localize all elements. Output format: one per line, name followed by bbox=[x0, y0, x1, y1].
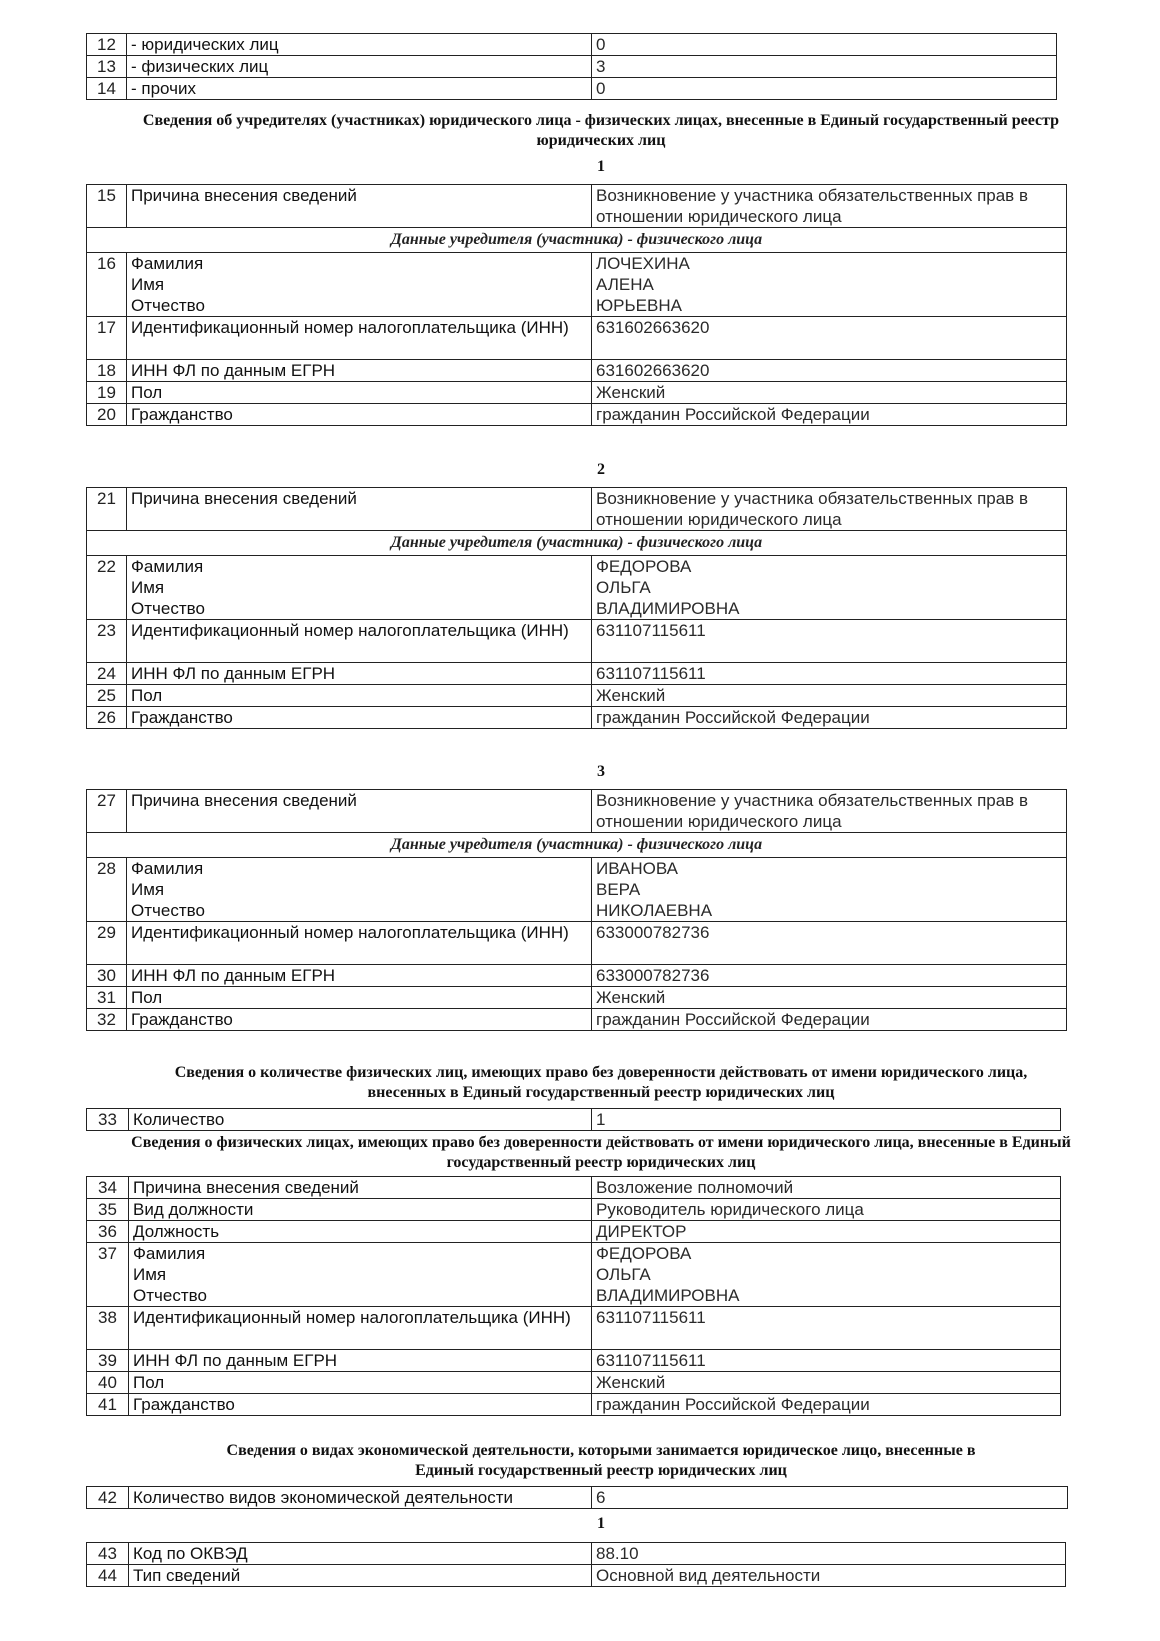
row-value: гражданин Российской Федерации bbox=[592, 1394, 1061, 1416]
table-founder-1 bbox=[86, 184, 1067, 426]
row-number: 31 bbox=[87, 987, 127, 1009]
row-number: 43 bbox=[87, 1543, 129, 1565]
table-row bbox=[87, 556, 1067, 620]
row-label: - физических лиц bbox=[127, 56, 592, 78]
subheader-row bbox=[87, 228, 1067, 253]
row-number: 33 bbox=[87, 1109, 129, 1131]
table-authorized-person bbox=[86, 1176, 1061, 1416]
table-founder-2 bbox=[86, 487, 1067, 729]
table-row bbox=[87, 253, 1067, 317]
table-row bbox=[87, 1221, 1061, 1243]
row-label: ИНН ФЛ по данным ЕГРН bbox=[127, 360, 592, 382]
row-number: 19 bbox=[87, 382, 127, 404]
row-label: Гражданство bbox=[129, 1394, 592, 1416]
table-count bbox=[86, 1108, 1061, 1131]
row-number: 16 bbox=[87, 253, 127, 317]
row-value: 3 bbox=[592, 56, 1057, 78]
row-label: Количество bbox=[129, 1109, 592, 1131]
table-row bbox=[87, 1350, 1061, 1372]
row-value: Женский bbox=[592, 987, 1067, 1009]
table-row bbox=[87, 707, 1067, 729]
row-label: Фамилия Имя Отчество bbox=[129, 1243, 592, 1307]
table-row bbox=[87, 1009, 1067, 1031]
row-value: 0 bbox=[592, 34, 1057, 56]
row-label: Идентификационный номер налогоплательщика (ИНН) bbox=[127, 922, 592, 965]
row-value: 1 bbox=[592, 1109, 1061, 1131]
subheader-row bbox=[87, 531, 1067, 556]
count-section-title: Сведения о количестве физических лиц, имеющих право без доверенности действовать от имени юридического лица, внесенных в Единый государственный реестр юридических лиц bbox=[174, 1064, 1028, 1101]
row-number: 13 bbox=[87, 56, 127, 78]
row-value: 631107115611 bbox=[592, 1307, 1061, 1350]
row-value: Женский bbox=[592, 685, 1067, 707]
row-label: Должность bbox=[129, 1221, 592, 1243]
row-label: Причина внесения сведений bbox=[129, 1177, 592, 1199]
founder-subheader: Данные учредителя (участника) - физического лица bbox=[87, 531, 1067, 556]
row-number: 40 bbox=[87, 1372, 129, 1394]
row-label: ИНН ФЛ по данным ЕГРН bbox=[129, 1350, 592, 1372]
row-value: 633000782736 bbox=[592, 922, 1067, 965]
row-value: 631107115611 bbox=[592, 620, 1067, 663]
row-number: 35 bbox=[87, 1199, 129, 1221]
row-label: Пол bbox=[127, 987, 592, 1009]
table-row bbox=[87, 1487, 1068, 1509]
row-number: 17 bbox=[87, 317, 127, 360]
row-value: Возникновение у участника обязательственных прав в отношении юридического лица bbox=[592, 185, 1067, 228]
row-label: Фамилия Имя Отчество bbox=[127, 556, 592, 620]
row-value: гражданин Российской Федерации bbox=[592, 1009, 1067, 1031]
row-number: 20 bbox=[87, 404, 127, 426]
row-number: 36 bbox=[87, 1221, 129, 1243]
row-value: ФЕДОРОВА ОЛЬГА ВЛАДИМИРОВНА bbox=[592, 1243, 1061, 1307]
table-row bbox=[87, 790, 1067, 833]
row-label: Количество видов экономической деятельности bbox=[129, 1487, 592, 1509]
row-number: 34 bbox=[87, 1177, 129, 1199]
founder-number: 3 bbox=[597, 763, 605, 780]
row-number: 37 bbox=[87, 1243, 129, 1307]
row-label: Причина внесения сведений bbox=[127, 488, 592, 531]
row-label: ИНН ФЛ по данным ЕГРН bbox=[127, 663, 592, 685]
row-number: 25 bbox=[87, 685, 127, 707]
row-label: - юридических лиц bbox=[127, 34, 592, 56]
table-row bbox=[87, 1199, 1061, 1221]
table-row bbox=[87, 360, 1067, 382]
row-value: 633000782736 bbox=[592, 965, 1067, 987]
table-row bbox=[87, 1372, 1061, 1394]
table-row bbox=[87, 56, 1057, 78]
row-number: 44 bbox=[87, 1565, 129, 1587]
row-number: 14 bbox=[87, 78, 127, 100]
row-value: Возложение полномочий bbox=[592, 1177, 1061, 1199]
row-label: ИНН ФЛ по данным ЕГРН bbox=[127, 965, 592, 987]
table-row bbox=[87, 317, 1067, 360]
activity-number: 1 bbox=[597, 1515, 605, 1532]
table-row bbox=[87, 620, 1067, 663]
row-number: 30 bbox=[87, 965, 127, 987]
table-row bbox=[87, 404, 1067, 426]
row-value: ЛОЧЕХИНА АЛЕНА ЮРЬЕВНА bbox=[592, 253, 1067, 317]
row-label: Причина внесения сведений bbox=[127, 790, 592, 833]
table-row bbox=[87, 663, 1067, 685]
row-value: ИВАНОВА ВЕРА НИКОЛАЕВНА bbox=[592, 858, 1067, 922]
row-value: 631602663620 bbox=[592, 360, 1067, 382]
row-label: - прочих bbox=[127, 78, 592, 100]
row-number: 21 bbox=[87, 488, 127, 531]
row-label: Идентификационный номер налогоплательщика (ИНН) bbox=[129, 1307, 592, 1350]
row-label: Гражданство bbox=[127, 1009, 592, 1031]
table-row bbox=[87, 987, 1067, 1009]
row-value: Руководитель юридического лица bbox=[592, 1199, 1061, 1221]
row-value: Возникновение у участника обязательственных прав в отношении юридического лица bbox=[592, 790, 1067, 833]
founder-subheader: Данные учредителя (участника) - физического лица bbox=[87, 228, 1067, 253]
table-row bbox=[87, 922, 1067, 965]
row-value: 6 bbox=[592, 1487, 1068, 1509]
table-row bbox=[87, 1565, 1066, 1587]
row-label: Вид должности bbox=[129, 1199, 592, 1221]
row-label: Гражданство bbox=[127, 404, 592, 426]
table-row bbox=[87, 34, 1057, 56]
row-value: Женский bbox=[592, 1372, 1061, 1394]
row-number: 18 bbox=[87, 360, 127, 382]
row-number: 26 bbox=[87, 707, 127, 729]
table-row bbox=[87, 185, 1067, 228]
founders-section-title: Сведения об учредителях (участниках) юридического лица - физических лицах, внесенные в Единый государственный реестр юридических лиц bbox=[142, 112, 1060, 149]
row-value: Основной вид деятельности bbox=[592, 1565, 1066, 1587]
row-number: 22 bbox=[87, 556, 127, 620]
row-label: Идентификационный номер налогоплательщика (ИНН) bbox=[127, 620, 592, 663]
row-value: 88.10 bbox=[592, 1543, 1066, 1565]
persons-section-title: Сведения о физических лицах, имеющих право без доверенности действовать от имени юридического лица, внесенные в Единый государственный реестр юридических лиц bbox=[131, 1134, 1071, 1171]
row-label: Тип сведений bbox=[129, 1565, 592, 1587]
row-value: гражданин Российской Федерации bbox=[592, 404, 1067, 426]
founder-number: 1 bbox=[597, 158, 605, 175]
row-number: 38 bbox=[87, 1307, 129, 1350]
row-number: 27 bbox=[87, 790, 127, 833]
row-label: Пол bbox=[127, 685, 592, 707]
row-number: 24 bbox=[87, 663, 127, 685]
table-row bbox=[87, 685, 1067, 707]
table-row bbox=[87, 858, 1067, 922]
row-label: Пол bbox=[127, 382, 592, 404]
activity-section-title: Сведения о видах экономической деятельности, которыми занимается юридическое лицо, внесенные в Единый государственный реестр юридических лиц bbox=[226, 1442, 976, 1479]
row-value: 0 bbox=[592, 78, 1057, 100]
table-row bbox=[87, 382, 1067, 404]
row-label: Фамилия Имя Отчество bbox=[127, 253, 592, 317]
row-value: 631107115611 bbox=[592, 1350, 1061, 1372]
row-label: Гражданство bbox=[127, 707, 592, 729]
row-number: 32 bbox=[87, 1009, 127, 1031]
row-value: 631602663620 bbox=[592, 317, 1067, 360]
row-label: Код по ОКВЭД bbox=[129, 1543, 592, 1565]
row-number: 15 bbox=[87, 185, 127, 228]
row-value: 631107115611 bbox=[592, 663, 1067, 685]
table-row bbox=[87, 965, 1067, 987]
table-row bbox=[87, 1394, 1061, 1416]
row-value: Возникновение у участника обязательственных прав в отношении юридического лица bbox=[592, 488, 1067, 531]
row-number: 41 bbox=[87, 1394, 129, 1416]
row-label: Пол bbox=[129, 1372, 592, 1394]
row-label: Причина внесения сведений bbox=[127, 185, 592, 228]
row-value: ФЕДОРОВА ОЛЬГА ВЛАДИМИРОВНА bbox=[592, 556, 1067, 620]
table-row bbox=[87, 488, 1067, 531]
founder-number: 2 bbox=[597, 461, 605, 478]
table-activity-count bbox=[86, 1486, 1068, 1509]
table-row bbox=[87, 1243, 1061, 1307]
row-number: 23 bbox=[87, 620, 127, 663]
table-founder-3 bbox=[86, 789, 1067, 1031]
table-founder-counts bbox=[86, 33, 1057, 100]
row-number: 39 bbox=[87, 1350, 129, 1372]
table-row bbox=[87, 1307, 1061, 1350]
row-number: 28 bbox=[87, 858, 127, 922]
row-value: гражданин Российской Федерации bbox=[592, 707, 1067, 729]
founder-subheader: Данные учредителя (участника) - физического лица bbox=[87, 833, 1067, 858]
table-activity bbox=[86, 1542, 1066, 1587]
row-label: Идентификационный номер налогоплательщика (ИНН) bbox=[127, 317, 592, 360]
row-number: 42 bbox=[87, 1487, 129, 1509]
row-value: Женский bbox=[592, 382, 1067, 404]
subheader-row bbox=[87, 833, 1067, 858]
table-row bbox=[87, 78, 1057, 100]
table-row bbox=[87, 1109, 1061, 1131]
row-label: Фамилия Имя Отчество bbox=[127, 858, 592, 922]
table-row bbox=[87, 1177, 1061, 1199]
row-value: ДИРЕКТОР bbox=[592, 1221, 1061, 1243]
row-number: 29 bbox=[87, 922, 127, 965]
table-row bbox=[87, 1543, 1066, 1565]
row-number: 12 bbox=[87, 34, 127, 56]
